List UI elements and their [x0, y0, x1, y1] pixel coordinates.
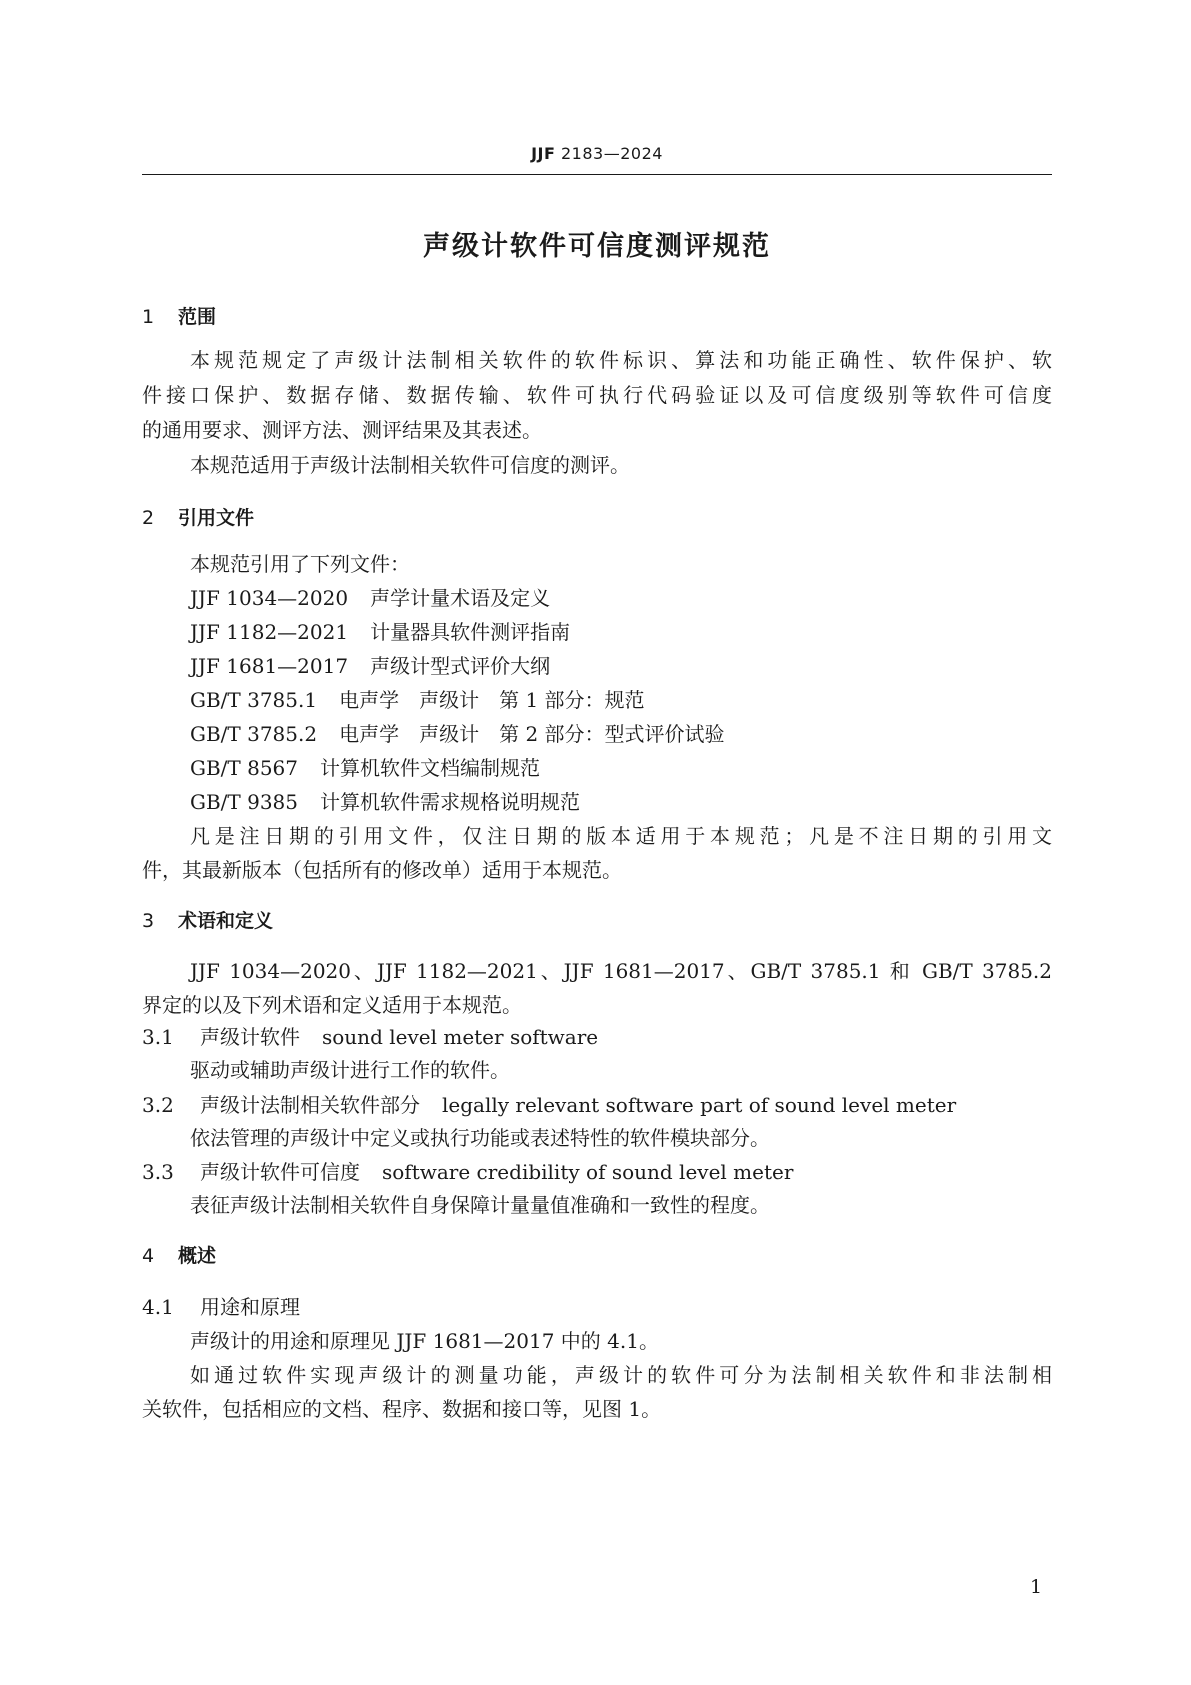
reference-title: 电声学 声级计 第 2 部分：型式评价试验	[339, 722, 725, 746]
term-number: 3.3	[142, 1160, 174, 1184]
reference-item	[190, 787, 580, 817]
term-entry	[142, 1157, 793, 1187]
paragraph-line: 界定的以及下列术语和定义适用于本规范。	[142, 993, 522, 1017]
document-title: 声级计软件可信度测评规范	[423, 231, 771, 262]
reference-title: 声级计型式评价大纲	[370, 654, 551, 678]
term-english: legally relevant software part of sound level meter	[442, 1093, 957, 1117]
section-number: 3	[142, 910, 155, 932]
reference-title: 声学计量术语及定义	[370, 586, 551, 610]
reference-title: 电声学 声级计 第 1 部分：规范	[339, 688, 645, 712]
term-definition: 驱动或辅助声级计进行工作的软件。	[190, 1058, 510, 1082]
reference-item	[190, 753, 540, 783]
term-definition: 表征声级计法制相关软件自身保障计量量值准确和一致性的程度。	[190, 1193, 770, 1217]
term-entry	[142, 1090, 956, 1120]
paragraph-line: 如通过软件实现声级计的测量功能，声级计的软件可分为法制相关软件和非法制相	[190, 1363, 1052, 1387]
paragraph-line: JJF 1034—2020、JJF 1182—2021、JJF 1681—2017、GB/T 3785.1 和 GB/T 3785.2	[190, 959, 1052, 983]
section-title: 范围	[178, 306, 217, 328]
paragraph-line: 件接口保护、数据存储、数据传输、软件可执行代码验证以及可信度级别等软件可信度	[142, 383, 1052, 407]
paragraph-line: 本规范规定了声级计法制相关软件的软件标识、算法和功能正确性、软件保护、软	[190, 348, 1052, 372]
term-chinese: 声级计法制相关软件部分	[200, 1093, 420, 1117]
term-english: sound level meter software	[322, 1025, 599, 1049]
term-entry	[142, 1022, 598, 1052]
section-3-heading	[142, 906, 273, 933]
reference-code: GB/T 3785.1	[190, 688, 318, 712]
section-title: 引用文件	[178, 507, 255, 529]
reference-code: GB/T 3785.2	[190, 722, 318, 746]
paragraph-line: 关软件，包括相应的文档、程序、数据和接口等，见图 1。	[142, 1397, 662, 1421]
reference-code: GB/T 9385	[190, 790, 299, 814]
section-title: 概述	[178, 1245, 217, 1267]
term-english: software credibility of sound level meter	[382, 1160, 794, 1184]
page-number: 1	[1030, 1576, 1043, 1598]
section-4-heading	[142, 1241, 216, 1268]
term-definition: 依法管理的声级计中定义或执行功能或表述特性的软件模块部分。	[190, 1126, 770, 1150]
reference-title: 计算机软件文档编制规范	[320, 756, 541, 780]
reference-item	[190, 651, 550, 681]
section-number: 1	[142, 306, 155, 328]
reference-title: 计量器具软件测评指南	[370, 620, 571, 644]
reference-item	[190, 685, 645, 715]
paragraph-line: 件，其最新版本（包括所有的修改单）适用于本规范。	[142, 858, 622, 882]
reference-title: 计算机软件需求规格说明规范	[320, 790, 581, 814]
term-number: 3.2	[142, 1093, 174, 1117]
section-number: 4	[142, 1245, 155, 1267]
reference-item	[190, 583, 550, 613]
reference-item	[190, 617, 570, 647]
term-chinese: 声级计软件	[200, 1025, 300, 1049]
paragraph-line: 的通用要求、测评方法、测评结果及其表述。	[142, 418, 542, 442]
term-chinese: 声级计软件可信度	[200, 1160, 360, 1184]
section-number: 2	[142, 507, 155, 529]
section-1-heading	[142, 302, 216, 329]
paragraph-line: 本规范引用了下列文件：	[190, 552, 410, 576]
paragraph-line: 声级计的用途和原理见 JJF 1681—2017 中的 4.1。	[190, 1329, 659, 1353]
term-number: 3.1	[142, 1025, 174, 1049]
header-divider	[142, 174, 1052, 175]
paragraph-line: 凡是注日期的引用文件，仅注日期的版本适用于本规范；凡是不注日期的引用文	[190, 824, 1052, 848]
paragraph-line: 本规范适用于声级计法制相关软件可信度的测评。	[190, 453, 630, 477]
subsection-number: 4.1	[142, 1295, 174, 1319]
reference-code: JJF 1182—2021	[190, 620, 349, 644]
reference-code: GB/T 8567	[190, 756, 299, 780]
reference-code: JJF 1681—2017	[190, 654, 349, 678]
reference-item	[190, 719, 725, 749]
subsection-4-1-heading	[142, 1292, 300, 1322]
section-title: 术语和定义	[178, 910, 274, 932]
standard-code-number: 2183—2024	[561, 144, 663, 163]
reference-code: JJF 1034—2020	[190, 586, 349, 610]
subsection-title: 用途和原理	[200, 1295, 300, 1319]
section-2-heading	[142, 503, 254, 530]
standard-code-prefix: JJF	[531, 144, 556, 163]
running-header	[142, 144, 1052, 163]
